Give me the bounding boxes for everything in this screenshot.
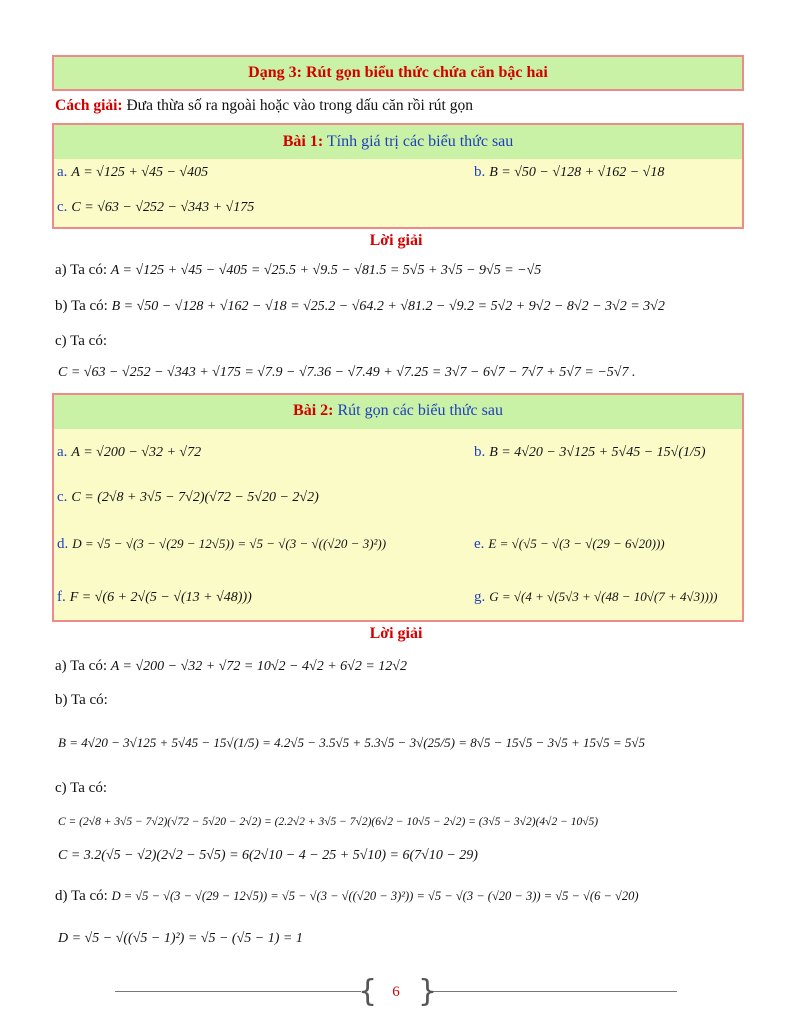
exercise2-item-c: c. C = (2√8 + 3√5 − 7√2)(√72 − 5√20 − 2√2) [57, 489, 319, 505]
exercise1-item-c: c. C = √63 − √252 − √343 + √175 [57, 199, 255, 215]
solution1-c-prefix: c) Ta có: [55, 333, 107, 349]
solution2-b: B = 4√20 − 3√125 + 5√45 − 15√(1/5) = 4.2√5 − 3.5√5 + 5.3√5 − 3√(25/5) = 8√5 − 15√5 − 3√5 + 15√5 = 5√5 [58, 735, 646, 750]
footer-line-right [432, 991, 677, 992]
exercise1-box [52, 123, 744, 229]
exercise2-item-e: e. E = √(√5 − √(3 − √(29 − 6√20))) [474, 536, 665, 552]
solution2-c2: C = 3.2(√5 − √2)(2√2 − 5√5) = 6(2√10 − 4 − 25 + 5√10) = 6(7√10 − 29) [58, 848, 478, 863]
section-title: Dạng 3: Rút gọn biểu thức chứa căn bậc hai [248, 64, 548, 81]
exercise2-label: Bài 2: [293, 402, 334, 419]
solution2-b-prefix: b) Ta có: [55, 692, 108, 708]
exercise2-item-a: a. A = √200 − √32 + √72 [57, 444, 202, 460]
expr-c: C = √63 − √252 − √343 + √175 [71, 200, 255, 215]
solution1-b: b) Ta có: B = √50 − √128 + √162 − √18 = √25.2 − √64.2 + √81.2 − √9.2 = 5√2 + 9√2 − 8√2 − 3√2 = 3√2 [55, 298, 665, 314]
solution2-d2: D = √5 − √((√5 − 1)²) = √5 − (√5 − 1) = 1 [58, 931, 303, 946]
solution1-a: a) Ta có: A = √125 + √45 − √405 = √25.5 + √9.5 − √81.5 = 5√5 + 3√5 − 9√5 = −√5 [55, 262, 542, 278]
exercise2-header [54, 395, 742, 429]
expr-b: B = √50 − √128 + √162 − √18 [489, 165, 665, 180]
solution2-c1: C = (2√8 + 3√5 − 7√2)(√72 − 5√20 − 2√2) = (2.2√2 + 3√5 − 7√2)(6√2 − 10√5 − 2√2) = (3√5 − 3√2)(4√2 − 10√5) [58, 816, 599, 828]
exercise1-header [54, 125, 742, 159]
footer-bracket-left: { [358, 974, 378, 1009]
exercise2-item-b: b. B = 4√20 − 3√125 + 5√45 − 15√(1/5) [474, 444, 706, 460]
solution1-c: C = √63 − √252 − √343 + √175 = √7.9 − √7.36 − √7.49 + √7.25 = 3√7 − 6√7 − 7√7 + 5√7 = −5√7 . [58, 365, 636, 380]
exercise1-label: Bài 1: [282, 133, 324, 150]
method-text: Đưa thừa số ra ngoài hoặc vào trong dấu căn rồi rút gọn [126, 97, 473, 114]
exercise2-title: Rút gọn các biểu thức sau [337, 402, 503, 419]
exercise2-item-f: f. F = √(6 + 2√(5 − √(13 + √48))) [57, 589, 252, 605]
exercise2-box [52, 393, 744, 622]
solution2-heading: Lời giải [369, 625, 423, 642]
exercise2-item-d: d. D = √5 − √(3 − √(29 − 12√5)) = √5 − √(3 − √((√20 − 3)²)) [57, 536, 387, 552]
section-title-box [52, 55, 744, 91]
exercise1-item-b: b. B = √50 − √128 + √162 − √18 [474, 164, 665, 180]
solution2-a: a) Ta có: A = √200 − √32 + √72 = 10√2 − 4√2 + 6√2 = 12√2 [55, 658, 407, 674]
method-label: Cách giải: [55, 97, 123, 114]
exercise1-item-a: a. A = √125 + √45 − √405 [57, 164, 209, 180]
solution2-c-prefix: c) Ta có: [55, 780, 107, 796]
expr-a: A = √125 + √45 − √405 [71, 165, 209, 180]
solution1-heading: Lời giải [369, 232, 423, 249]
footer-bracket-right: } [418, 974, 438, 1009]
page-number: 6 [392, 984, 400, 1000]
exercise1-title: Tính giá trị các biểu thức sau [326, 133, 514, 150]
method-line [55, 97, 473, 115]
footer-line-left [115, 991, 361, 992]
solution2-d1: d) Ta có: D = √5 − √(3 − √(29 − 12√5)) = √5 − √(3 − √((√20 − 3)²)) = √5 − √(3 − (√20 − 3)) = √5 − √(6 − √20) [55, 888, 639, 904]
exercise2-item-g: g. G = √(4 + √(5√3 + √(48 − 10√(7 + 4√3)))) [474, 589, 718, 605]
